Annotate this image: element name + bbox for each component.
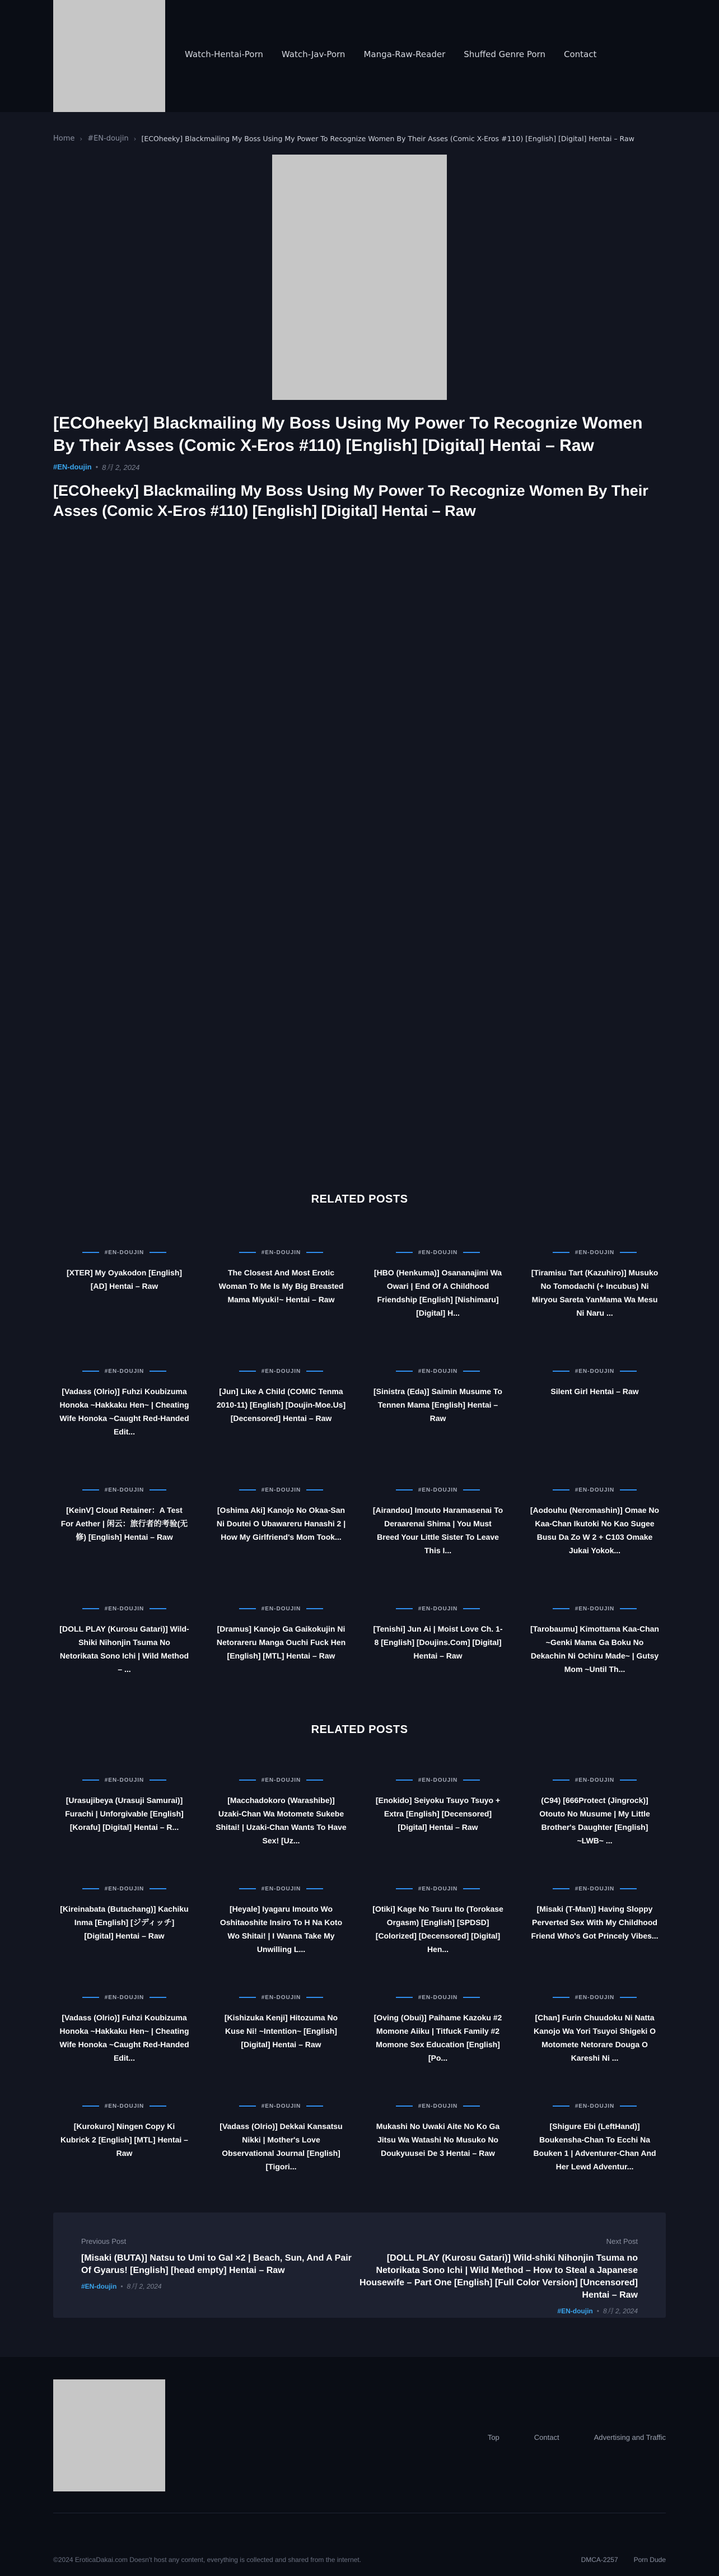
related-posts-heading-2: RELATED POSTS xyxy=(311,1723,408,1736)
post-navigation xyxy=(53,2212,666,2318)
footer-link-top[interactable]: Top xyxy=(487,2433,499,2442)
breadcrumb-current: [ECOheeky] Blackmailing My Boss Using My Power To Recognize Women By Their Asses (Comic X-Eros #110) [English] [Digital] Hentai – Raw xyxy=(141,134,634,143)
tag-line-left xyxy=(396,1252,413,1253)
tag-line-left xyxy=(553,1371,569,1372)
related-post-card[interactable] xyxy=(524,1368,666,1438)
site-footer xyxy=(0,2357,719,2576)
separator-dot: • xyxy=(596,2307,599,2315)
related-post-title[interactable]: [DOLL PLAY (Kurosu Gatari)] Wild-Shiki Nihonjin Tsuma No Netorikata Sono Ichi | Wild Method – ... xyxy=(59,1624,189,1674)
previous-post-category[interactable]: #EN-doujin xyxy=(81,2282,117,2290)
post-tag-label: #EN-DOUJIN xyxy=(575,1487,615,1493)
post-tag-label: #EN-DOUJIN xyxy=(104,1249,144,1256)
related-post-title[interactable]: (C94) [666Protect (Jingrock)] Otouto No Musume | My Little Brother's Daughter [English] ~LWB~ ... xyxy=(539,1796,650,1845)
tag-line-left xyxy=(239,1888,256,1889)
post-tag[interactable] xyxy=(367,1368,509,1375)
related-post-title[interactable]: [Enokido] Seiyoku Tsuyo Tsuyo + Extra [English] [Decensored] [Digital] Hentai – Raw xyxy=(375,1796,501,1832)
related-post-title[interactable]: [Tarobaumu] Kimottama Kaa-Chan ~Genki Mama Ga Boku No Dekachin Ni Ochiru Made~ | Gutsy Mom ~Until Th... xyxy=(530,1624,659,1674)
post-tag[interactable] xyxy=(524,1777,666,1783)
footer-link-advertising[interactable]: Advertising and Traffic xyxy=(594,2433,666,2442)
related-post-title[interactable]: [Vadass (Olrio)] Fuhzi Koubizuma Honoka ~Hakkaku Hen~ | Cheating Wife Honoka ~Caught Red-Handed Edit... xyxy=(59,2013,189,2062)
post-tag-label: #EN-DOUJIN xyxy=(418,1777,458,1783)
tag-line-right xyxy=(306,1371,323,1372)
reader-area xyxy=(53,532,666,1171)
post-tag[interactable] xyxy=(367,1487,509,1493)
related-post-title[interactable]: [Shigure Ebi (LeftHand)] Boukensha-Chan To Ecchi Na Bouken 1 | Adventurer-Chan And Her Lewd Adventur... xyxy=(533,2122,656,2171)
post-tag-label: #EN-DOUJIN xyxy=(575,1885,615,1892)
tag-line-left xyxy=(396,1371,413,1372)
tag-line-left xyxy=(553,2105,569,2107)
tag-line-right xyxy=(463,1371,480,1372)
post-tag[interactable] xyxy=(210,1249,352,1256)
post-tag-label: #EN-DOUJIN xyxy=(418,1487,458,1493)
tag-line-right xyxy=(463,1608,480,1609)
previous-post-title[interactable]: [Misaki (BUTA)] Natsu to Umi to Gal ×2 | Beach, Sun, And A Pair Of Gyarus! [English] [head empty] Hentai – Raw xyxy=(81,2253,352,2275)
tag-line-left xyxy=(553,1997,569,1998)
post-tag-label: #EN-DOUJIN xyxy=(104,1885,144,1892)
tag-line-right xyxy=(306,1608,323,1609)
related-post-card[interactable] xyxy=(210,1994,352,2065)
related-post-card[interactable] xyxy=(53,1487,195,1557)
post-tag-label: #EN-DOUJIN xyxy=(418,1605,458,1612)
related-post-card[interactable] xyxy=(53,2103,195,2173)
separator-dot: • xyxy=(95,463,99,471)
related-posts-grid-2 xyxy=(53,1777,666,2173)
post-tag[interactable] xyxy=(524,1487,666,1493)
post-tag[interactable] xyxy=(524,2103,666,2109)
breadcrumb-home[interactable]: Home xyxy=(53,134,75,143)
tag-line-right xyxy=(620,1489,637,1490)
nav-shuffed-genre-porn[interactable]: Shuffed Genre Porn xyxy=(464,49,545,59)
post-tag-label: #EN-DOUJIN xyxy=(575,1605,615,1612)
tag-line-left xyxy=(239,1997,256,1998)
copyright-text: ©2024 EroticaDakai.com Doesn't host any content, everything is collected and shared from the internet. xyxy=(53,2556,362,2564)
related-post-card[interactable] xyxy=(210,1605,352,1676)
post-meta xyxy=(53,462,139,472)
post-tag-label: #EN-DOUJIN xyxy=(261,1605,301,1612)
related-post-card[interactable] xyxy=(524,1605,666,1676)
post-tag-label: #EN-DOUJIN xyxy=(418,1249,458,1256)
related-post-title[interactable]: [Airandou] Imouto Haramasenai To Deraarenai Shima | You Must Breed Your Little Sister To Leave This I... xyxy=(372,1506,503,1555)
related-post-title[interactable]: [Otiki] Kage No Tsuru Ito (Torokase Orgasm) [English] [SPDSD] [Colorized] [Decensored] [Digital] Hen... xyxy=(372,1904,503,1954)
tag-line-left xyxy=(553,1888,569,1889)
tag-line-right xyxy=(463,1489,480,1490)
related-post-title[interactable]: [Heyale] Iyagaru Imouto Wo Oshitaoshite Insiro To H Na Koto Wo Shitai! | I Wanna Take My Unwilling L... xyxy=(220,1904,343,1954)
post-tag[interactable] xyxy=(53,1994,195,2001)
post-tag-label: #EN-DOUJIN xyxy=(104,1777,144,1783)
related-post-card[interactable] xyxy=(210,1249,352,1320)
post-tag[interactable] xyxy=(367,2103,509,2109)
post-tag[interactable] xyxy=(367,1885,509,1892)
tag-line-left xyxy=(396,1608,413,1609)
related-post-card[interactable] xyxy=(367,1249,509,1320)
tag-line-left xyxy=(396,1489,413,1490)
related-post-card[interactable] xyxy=(524,1885,666,1956)
related-post-title[interactable]: The Closest And Most Erotic Woman To Me Is My Big Breasted Mama Miyuki!~ Hentai – Raw xyxy=(218,1268,344,1304)
tag-line-right xyxy=(463,1888,480,1889)
tag-line-left xyxy=(82,1997,99,1998)
related-post-title[interactable]: [XTER] My Oyakodon [English][AD] Hentai – Raw xyxy=(66,1268,183,1291)
tag-line-right xyxy=(620,2105,637,2107)
related-post-title[interactable]: [Tiramisu Tart (Kazuhiro)] Musuko No Tomodachi (+ Incubus) Ni Miryou Sareta YanMama Wa Mesu Ni Naru ... xyxy=(531,1268,659,1317)
tag-line-right xyxy=(150,2105,166,2107)
related-post-card[interactable] xyxy=(367,1368,509,1438)
tag-line-left xyxy=(82,1608,99,1609)
tag-line-right xyxy=(620,1780,637,1781)
related-post-card[interactable] xyxy=(53,1368,195,1438)
chevron-right-icon: › xyxy=(133,134,137,143)
tag-line-left xyxy=(239,1252,256,1253)
tag-line-left xyxy=(82,2105,99,2107)
post-tag[interactable] xyxy=(524,1885,666,1892)
related-post-card[interactable] xyxy=(210,1487,352,1557)
site-logo[interactable] xyxy=(53,0,165,112)
tag-line-left xyxy=(396,2105,413,2107)
tag-line-left xyxy=(82,1371,99,1372)
related-post-title[interactable]: [Chan] Furin Chuudoku Ni Natta Kanojo Wa Yori Tsuyoi Shigeki O Motomete Netorare Douga O Kareshi Ni ... xyxy=(533,2013,656,2062)
post-tag[interactable] xyxy=(210,1777,352,1783)
tag-line-right xyxy=(150,1888,166,1889)
tag-line-left xyxy=(553,1252,569,1253)
related-post-title[interactable]: [Vadass (Olrio)] Fuhzi Koubizuma Honoka ~Hakkaku Hen~ | Cheating Wife Honoka ~Caught Red-Handed Edit... xyxy=(59,1387,189,1436)
tag-line-left xyxy=(82,1888,99,1889)
post-tag[interactable] xyxy=(53,2103,195,2109)
post-tag[interactable] xyxy=(367,1777,509,1783)
tag-line-right xyxy=(150,1780,166,1781)
tag-line-right xyxy=(150,1997,166,1998)
related-post-title[interactable]: [Macchadokoro (Warashibe)] Uzaki-Chan Wa Motomete Sukebe Shitai! | Uzaki-Chan Wants To Have Sex! [Uz... xyxy=(216,1796,347,1845)
footer-bottom-links xyxy=(581,2556,666,2564)
related-post-card[interactable] xyxy=(53,1249,195,1320)
footer-links xyxy=(488,2433,666,2442)
tag-line-left xyxy=(239,1608,256,1609)
tag-line-left xyxy=(553,1780,569,1781)
chevron-right-icon: › xyxy=(80,134,83,143)
tag-line-right xyxy=(306,1888,323,1889)
post-tag-label: #EN-DOUJIN xyxy=(575,1777,615,1783)
post-tag-label: #EN-DOUJIN xyxy=(104,1605,144,1612)
post-tag-label: #EN-DOUJIN xyxy=(104,2103,144,2109)
post-tag[interactable] xyxy=(53,1885,195,1892)
tag-line-right xyxy=(463,1997,480,1998)
related-post-card[interactable] xyxy=(53,1777,195,1847)
related-post-title[interactable]: [Oving (Obui)] Paihame Kazoku #2 Momone Aiiku | Titfuck Family #2 Momone Sex Education [English] [Po... xyxy=(373,2013,502,2062)
next-post-title[interactable]: [DOLL PLAY (Kurosu Gatari)] Wild-shiki Nihonjin Tsuma no Netorikata Sono Ichi | Wild Method – How to Steal a Japanese Housewife – Part One [English] [Full Color Version] [Uncensored] Hentai – Raw xyxy=(360,2253,638,2300)
post-tag-label: #EN-DOUJIN xyxy=(575,1249,615,1256)
related-post-title[interactable]: [Kireinabata (Butachang)] Kachiku Inma [English] [ジディッチ] [Digital] Hentai – Raw xyxy=(60,1904,189,1940)
related-post-title[interactable]: [Aodouhu (Neromashin)] Omae No Kaa-Chan Ikutoki No Kao Sugee Busu Da Zo W 2 + C103 Omake Jukai Yokok... xyxy=(530,1506,660,1555)
tag-line-left xyxy=(239,1371,256,1372)
related-post-card[interactable] xyxy=(53,1885,195,1956)
post-tag[interactable] xyxy=(367,1994,509,2001)
next-post-category[interactable]: #EN-doujin xyxy=(557,2307,593,2315)
post-tag-label: #EN-DOUJIN xyxy=(418,1994,458,2001)
tag-line-right xyxy=(306,1780,323,1781)
tag-line-right xyxy=(620,1888,637,1889)
separator-dot: • xyxy=(120,2282,123,2290)
site-header xyxy=(0,0,719,112)
tag-line-right xyxy=(306,1489,323,1490)
tag-line-right xyxy=(620,1608,637,1609)
tag-line-right xyxy=(463,1780,480,1781)
previous-post-label: Previous Post xyxy=(81,2237,127,2246)
related-post-card[interactable] xyxy=(367,1777,509,1847)
footer-link-dmca[interactable]: DMCA-2257 xyxy=(581,2556,618,2564)
previous-post[interactable] xyxy=(81,2237,356,2291)
related-post-card[interactable] xyxy=(210,1885,352,1956)
next-post-label: Next Post xyxy=(606,2237,638,2246)
tag-line-right xyxy=(306,1997,323,1998)
post-tag-label: #EN-DOUJIN xyxy=(418,1368,458,1375)
post-tag[interactable] xyxy=(367,1605,509,1612)
post-tag-label: #EN-DOUJIN xyxy=(575,1994,615,2001)
previous-post-meta xyxy=(81,2281,356,2291)
nav-watch-jav-porn[interactable]: Watch-Jav-Porn xyxy=(281,49,346,59)
tag-line-left xyxy=(82,1489,99,1490)
related-post-title[interactable]: [Jun] Like A Child (COMIC Tenma 2010-11) [English] [Doujin-Moe.Us] [Decensored] Hentai – Raw xyxy=(216,1387,346,1423)
related-post-title[interactable]: Mukashi No Uwaki Aite No Ko Ga Jitsu Wa Watashi No Musuko No Doukyuusei De 3 Hentai – Raw xyxy=(376,2122,500,2158)
featured-image xyxy=(272,155,447,400)
tag-line-right xyxy=(150,1252,166,1253)
tag-line-left xyxy=(553,1489,569,1490)
post-title: [ECOheeky] Blackmailing My Boss Using My Power To Recognize Women By Their Asses (Comic X-Eros #110) [English] [Digital] Hentai – Raw xyxy=(53,414,643,455)
breadcrumb xyxy=(53,134,669,143)
tag-line-right xyxy=(620,1371,637,1372)
post-tag-label: #EN-DOUJIN xyxy=(261,1777,301,1783)
tag-line-left xyxy=(396,1997,413,1998)
related-post-card[interactable] xyxy=(367,1885,509,1956)
related-post-title[interactable]: [Urasujibeya (Urasuji Samurai)] Furachi | Unforgivable [English] [Korafu] [Digital] Hentai – R... xyxy=(65,1796,184,1832)
post-tag-label: #EN-DOUJIN xyxy=(261,1994,301,2001)
related-post-card[interactable] xyxy=(210,1777,352,1847)
next-post-date: 8月 2, 2024 xyxy=(603,2307,638,2315)
tag-line-right xyxy=(306,1252,323,1253)
post-tag[interactable] xyxy=(53,1487,195,1493)
related-post-card[interactable] xyxy=(524,1777,666,1847)
tag-line-left xyxy=(396,1780,413,1781)
post-tag[interactable] xyxy=(524,1605,666,1612)
post-tag-label: #EN-DOUJIN xyxy=(261,1368,301,1375)
related-post-card[interactable] xyxy=(210,2103,352,2173)
tag-line-right xyxy=(150,1489,166,1490)
post-category[interactable]: #EN-doujin xyxy=(53,463,92,471)
related-post-card[interactable] xyxy=(524,1249,666,1320)
related-post-title[interactable]: [Kishizuka Kenji] Hitozuma No Kuse Ni! ~Intention~ [English] [Digital] Hentai – Raw xyxy=(224,2013,338,2049)
related-posts-heading: RELATED POSTS xyxy=(311,1193,408,1205)
post-tag[interactable] xyxy=(210,2103,352,2109)
post-tag-label: #EN-DOUJIN xyxy=(575,2103,615,2109)
tag-line-right xyxy=(150,1608,166,1609)
previous-post-date: 8月 2, 2024 xyxy=(127,2282,162,2290)
post-tag[interactable] xyxy=(524,1368,666,1375)
post-tag[interactable] xyxy=(210,1487,352,1493)
post-tag[interactable] xyxy=(524,1994,666,2001)
related-post-card[interactable] xyxy=(210,1368,352,1438)
post-tag-label: #EN-DOUJIN xyxy=(261,1249,301,1256)
post-tag-label: #EN-DOUJIN xyxy=(418,2103,458,2109)
tag-line-right xyxy=(463,2105,480,2107)
post-tag[interactable] xyxy=(524,1249,666,1256)
post-tag[interactable] xyxy=(53,1605,195,1612)
related-post-title[interactable]: [HBO (Henkuma)] Osananajimi Wa Owari | End Of A Childhood Friendship [English] [Nishimaru] [Digital] H... xyxy=(373,1268,502,1317)
post-tag-label: #EN-DOUJIN xyxy=(575,1368,615,1375)
tag-line-left xyxy=(553,1608,569,1609)
related-post-title[interactable]: [Misaki (T-Man)] Having Sloppy Perverted Sex With My Childhood Friend Who's Got Princely Vibes... xyxy=(531,1904,659,1940)
related-post-title[interactable]: [Kurokuro] Ningen Copy Ki Kubrick 2 [English] [MTL] Hentai – Raw xyxy=(60,2122,188,2158)
tag-line-right xyxy=(306,2105,323,2107)
post-tag-label: #EN-DOUJIN xyxy=(104,1487,144,1493)
related-post-title[interactable]: Silent Girl Hentai – Raw xyxy=(550,1387,639,1396)
footer-link-porn-dude[interactable]: Porn Dude xyxy=(633,2556,666,2564)
post-tag-label: #EN-DOUJIN xyxy=(104,1368,144,1375)
post-tag-label: #EN-DOUJIN xyxy=(261,1487,301,1493)
related-posts-grid xyxy=(53,1249,666,1676)
related-post-title[interactable]: [KeinV] Cloud Retainer：A Test For Aether | 闲云：旅行者的考验(无修) [English] Hentai – Raw xyxy=(60,1506,188,1541)
post-tag[interactable] xyxy=(53,1368,195,1375)
tag-line-right xyxy=(150,1371,166,1372)
next-post-meta xyxy=(358,2306,638,2316)
tag-line-left xyxy=(82,1252,99,1253)
tag-line-right xyxy=(620,1997,637,1998)
post-tag[interactable] xyxy=(210,1994,352,2001)
tag-line-left xyxy=(396,1888,413,1889)
related-post-card[interactable] xyxy=(367,1487,509,1557)
related-post-card[interactable] xyxy=(367,1994,509,2065)
footer-link-contact[interactable]: Contact xyxy=(534,2433,559,2442)
tag-line-left xyxy=(82,1780,99,1781)
related-post-title[interactable]: [Tenishi] Jun Ai | Moist Love Ch. 1-8 [English] [Doujins.Com] [Digital] Hentai – Raw xyxy=(373,1624,503,1660)
post-tag[interactable] xyxy=(210,1368,352,1375)
nav-watch-hentai-porn[interactable]: Watch-Hentai-Porn xyxy=(185,49,263,59)
post-tag-label: #EN-DOUJIN xyxy=(261,1885,301,1892)
related-post-card[interactable] xyxy=(53,1605,195,1676)
post-tag[interactable] xyxy=(367,1249,509,1256)
related-post-card[interactable] xyxy=(367,1605,509,1676)
related-post-card[interactable] xyxy=(524,1994,666,2065)
nav-manga-raw-reader[interactable]: Manga-Raw-Reader xyxy=(363,49,446,59)
tag-line-left xyxy=(239,1780,256,1781)
related-post-card[interactable] xyxy=(524,2103,666,2173)
tag-line-right xyxy=(620,1252,637,1253)
post-tag-label: #EN-DOUJIN xyxy=(418,1885,458,1892)
related-post-card[interactable] xyxy=(367,2103,509,2173)
nav-contact[interactable]: Contact xyxy=(563,49,597,59)
post-tag[interactable] xyxy=(210,1605,352,1612)
post-tag[interactable] xyxy=(210,1885,352,1892)
post-tag-label: #EN-DOUJIN xyxy=(104,1994,144,2001)
related-post-card[interactable] xyxy=(524,1487,666,1557)
related-post-card[interactable] xyxy=(53,1994,195,2065)
footer-logo[interactable] xyxy=(53,2379,165,2491)
post-tag-label: #EN-DOUJIN xyxy=(261,2103,301,2109)
related-post-title[interactable]: [Sinistra (Eda)] Saimin Musume To Tennen Mama [English] Hentai – Raw xyxy=(373,1387,502,1423)
related-post-title[interactable]: [Dramus] Kanojo Ga Gaikokujin Ni Netorareru Manga Ouchi Fuck Hen [English] [MTL] Hentai – Raw xyxy=(216,1624,346,1660)
post-date: 8月 2, 2024 xyxy=(102,463,140,472)
tag-line-left xyxy=(239,1489,256,1490)
related-post-title[interactable]: [Vadass (Olrio)] Dekkai Kansatsu Nikki | Mother's Love Observational Journal [English] [Tigori... xyxy=(220,2122,343,2171)
next-post[interactable] xyxy=(358,2237,638,2316)
breadcrumb-category[interactable]: #EN-doujin xyxy=(87,134,129,143)
main-nav xyxy=(185,49,615,59)
tag-line-left xyxy=(239,2105,256,2107)
post-tag[interactable] xyxy=(53,1777,195,1783)
tag-line-right xyxy=(463,1252,480,1253)
post-subtitle: [ECOheeky] Blackmailing My Boss Using My Power To Recognize Women By Their Asses (Comic X-Eros #110) [English] [Digital] Hentai – Raw xyxy=(53,482,648,519)
post-tag[interactable] xyxy=(53,1249,195,1256)
related-post-title[interactable]: [Oshima Aki] Kanojo No Okaa-San Ni Doutei O Ubawareru Hanashi 2 | How My Girlfriend's Mom Took... xyxy=(216,1506,346,1541)
